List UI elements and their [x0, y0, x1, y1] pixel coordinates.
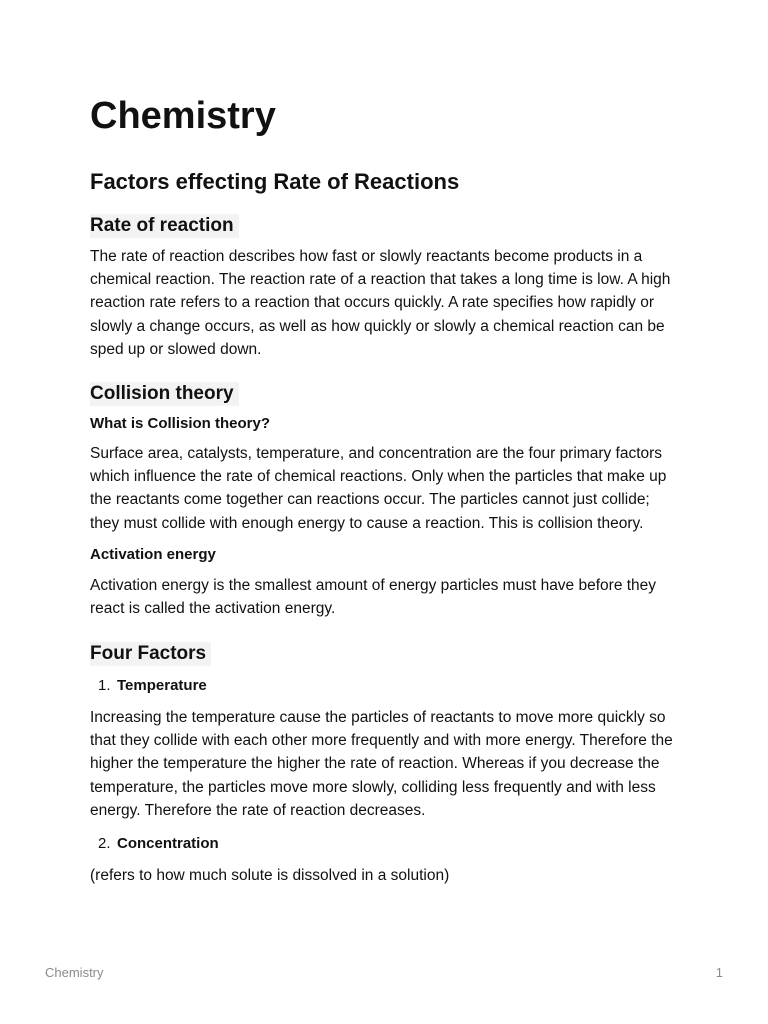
list-item-label: Temperature	[117, 677, 207, 694]
paragraph-concentration: (refers to how much solute is dissolved in a solution)	[90, 867, 450, 884]
page-title: Chemistry	[90, 95, 276, 137]
footer-page-number: 1	[715, 965, 723, 980]
paragraph-rate: The rate of reaction describes how fast or slowly reactants become products in a chemical reaction. The reaction rate of a reaction that takes a long time is low. A high reaction rate refers to a reaction that occurs quickly. A rate specifies how rapidly or slowly a change occurs, as well as how quickly or slowly a chemical reaction can be sped up or slowed down.	[90, 248, 671, 358]
list-number: 2.	[98, 835, 111, 852]
paragraph-collision: Surface area, catalysts, temperature, and concentration are the four primary factors which influence the rate of chemical reactions. Only when the particles that make up the reactants come together can reactions occur. The particles cannot just collide; they must collide with enough energy to cause a reaction. This is collision theory.	[90, 445, 667, 532]
list-item-concentration	[98, 834, 219, 854]
list-number: 1.	[98, 677, 111, 694]
section-heading-collision: Collision theory	[90, 382, 239, 406]
paragraph-temperature: Increasing the temperature cause the particles of reactants to move more quickly so that they collide with each other more frequently and with more energy. Therefore the higher the temperature the higher the rate of reaction. Whereas if you decrease the temperature, the particles move more slowly, colliding less frequently and with less energy. Therefore the rate of reaction decreases.	[90, 709, 673, 819]
document-body	[90, 94, 680, 884]
section-heading-rate: Rate of reaction	[90, 214, 239, 238]
section-heading-four-factors: Four Factors	[90, 642, 211, 666]
subheading-what-is-collision: What is Collision theory?	[90, 415, 271, 432]
paragraph-activation-energy: Activation energy is the smallest amount of energy particles must have before they react is called the activation energy.	[90, 577, 657, 618]
list-item-label: Concentration	[117, 835, 219, 852]
list-item-temperature	[98, 676, 207, 696]
document-subtitle: Factors effecting Rate of Reactions	[90, 169, 460, 194]
footer-document-name: Chemistry	[45, 965, 104, 980]
subheading-activation-energy: Activation energy	[90, 546, 216, 563]
